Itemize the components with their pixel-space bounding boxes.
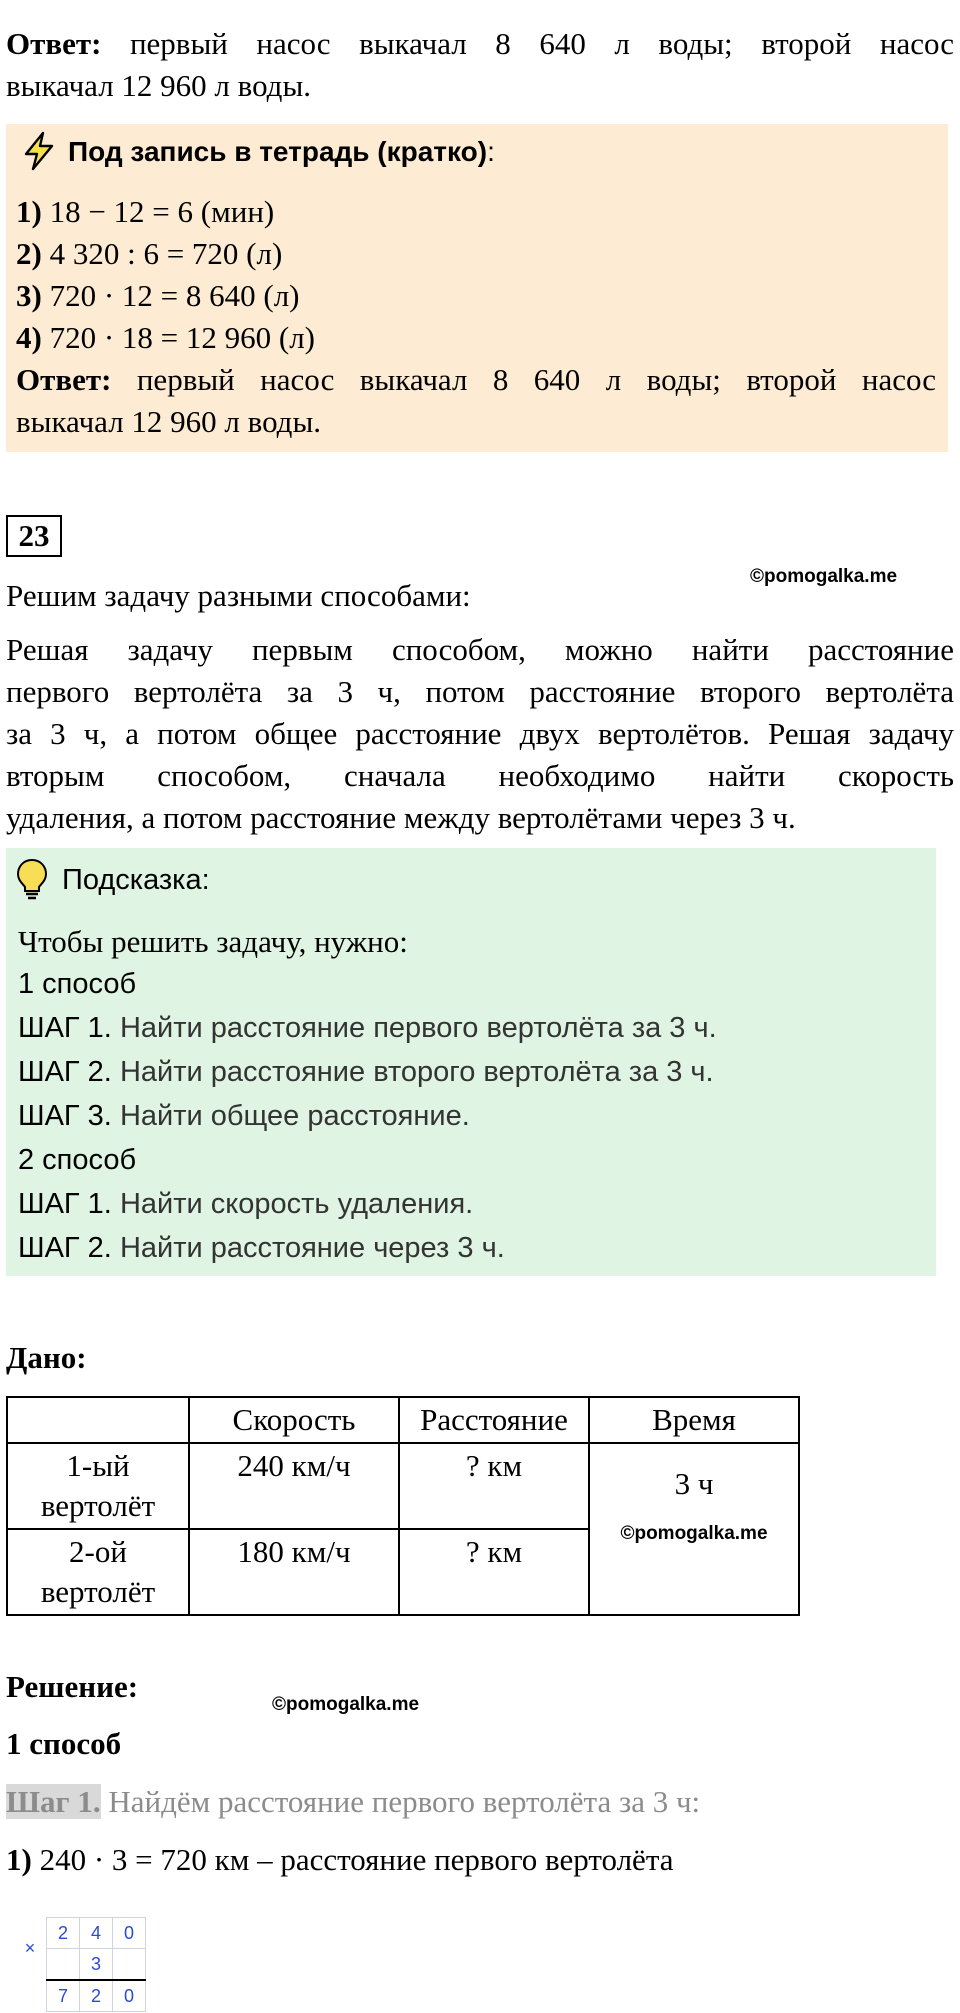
header-empty xyxy=(7,1397,189,1443)
digit: 4 xyxy=(80,1918,113,1949)
task-number: 23 xyxy=(6,515,62,557)
notebook-box-title: Под запись в тетрадь (кратко): xyxy=(68,136,495,167)
top-answer-label: Ответ: xyxy=(6,26,102,61)
solution-label: Решение: xyxy=(6,1669,139,1704)
hint-method-2-step-1: ШАГ 1. Найти скорость удаления. xyxy=(18,1188,474,1220)
digit: 3 xyxy=(80,1949,113,1981)
hint-intro: Чтобы решить задачу, нужно: xyxy=(18,924,408,959)
notebook-answer-line-1: Ответ: первый насос выкачал 8 640 л воды; второй насос xyxy=(16,362,936,397)
hint-title: Подсказка: xyxy=(62,864,210,896)
step-tag: Шаг 1. xyxy=(6,1784,101,1819)
paragraph-line-4: вторым способом, сначала необходимо найти скорость xyxy=(6,758,954,793)
digit: 0 xyxy=(113,1918,146,1949)
notebook-step-2: 2) 4 320 : 6 = 720 (л) xyxy=(16,236,283,271)
row-1-name: 1-ый вертолёт xyxy=(7,1443,189,1529)
column-multiplication xyxy=(14,1917,146,2012)
notebook-step-3: 3) 720 · 12 = 8 640 (л) xyxy=(16,278,300,313)
result-spacer xyxy=(14,1980,47,2012)
row-1-distance: ? км xyxy=(399,1443,589,1529)
notebook-step-1: 1) 18 − 12 = 6 (мин) xyxy=(16,194,275,229)
table-row xyxy=(7,1443,799,1529)
paragraph-line-2: первого вертолёта за 3 ч, потом расстояние второго вертолёта xyxy=(6,674,954,709)
row-2-name: 2-ой вертолёт xyxy=(7,1529,189,1615)
time-value: 3 ч xyxy=(674,1466,714,1501)
notebook-answer-line-2: выкачал 12 960 л воды. xyxy=(16,404,322,439)
hint-box xyxy=(6,848,936,1276)
row-2-speed: 180 км/ч xyxy=(189,1529,399,1615)
header-distance: Расстояние xyxy=(399,1397,589,1443)
given-table-header xyxy=(7,1397,799,1443)
notebook-step-4: 4) 720 · 18 = 12 960 (л) xyxy=(16,320,316,355)
hint-method-1-step-3: ШАГ 3. Найти общее расстояние. xyxy=(18,1100,470,1132)
result-digit: 0 xyxy=(113,1980,146,2012)
notebook-box xyxy=(6,124,948,452)
digit xyxy=(47,1949,80,1981)
lightning-icon xyxy=(18,130,60,180)
solution-calc-1: 1) 240 · 3 = 720 км – расстояние первого вертолёта xyxy=(6,1842,674,1877)
result-digit: 7 xyxy=(47,1980,80,2012)
multiply-sign: × xyxy=(24,1938,36,1959)
hint-method-1-step-2: ШАГ 2. Найти расстояние второго вертолёта за 3 ч. xyxy=(18,1056,714,1088)
solution-method-1: 1 способ xyxy=(6,1726,122,1761)
watermark-2: ©pomogalka.me xyxy=(620,1523,768,1544)
top-answer-line-2: выкачал 12 960 л воды. xyxy=(6,68,312,103)
lightbulb-icon xyxy=(16,858,48,908)
given-table xyxy=(6,1396,800,1616)
watermark-1: ©pomogalka.me xyxy=(750,566,898,587)
paragraph-line-1: Решая задачу первым способом, можно найти расстояние xyxy=(6,632,954,667)
hint-method-1-step-1: ШАГ 1. Найти расстояние первого вертолёта за 3 ч. xyxy=(18,1012,717,1044)
solution-step-1: Шаг 1. Найдём расстояние первого вертолёта за 3 ч: xyxy=(6,1784,701,1819)
paragraph-line-5: удаления, а потом расстояние между вертолётами через 3 ч. xyxy=(6,800,796,835)
hint-method-2-step-2: ШАГ 2. Найти расстояние через 3 ч. xyxy=(18,1232,505,1264)
intro-text: Решим задачу разными способами: xyxy=(6,578,471,613)
hint-method-1: 1 способ xyxy=(18,968,137,1000)
hint-method-2: 2 способ xyxy=(18,1144,137,1176)
row-2-distance: ? км xyxy=(399,1529,589,1615)
time-cell xyxy=(589,1443,799,1615)
given-label: Дано: xyxy=(6,1340,87,1375)
top-answer-text-1: первый насос выкачал 8 640 л воды; второй насос xyxy=(129,26,954,61)
top-answer-line-1 xyxy=(6,24,954,64)
result-digit: 2 xyxy=(80,1980,113,2012)
paragraph-line-3: за 3 ч, а потом общее расстояние двух вертолётов. Решая задачу xyxy=(6,716,954,751)
watermark-3: ©pomogalka.me xyxy=(272,1694,420,1715)
digit xyxy=(113,1949,146,1981)
header-speed: Скорость xyxy=(189,1397,399,1443)
header-time: Время xyxy=(589,1397,799,1443)
row-1-speed: 240 км/ч xyxy=(189,1443,399,1529)
digit: 2 xyxy=(47,1918,80,1949)
